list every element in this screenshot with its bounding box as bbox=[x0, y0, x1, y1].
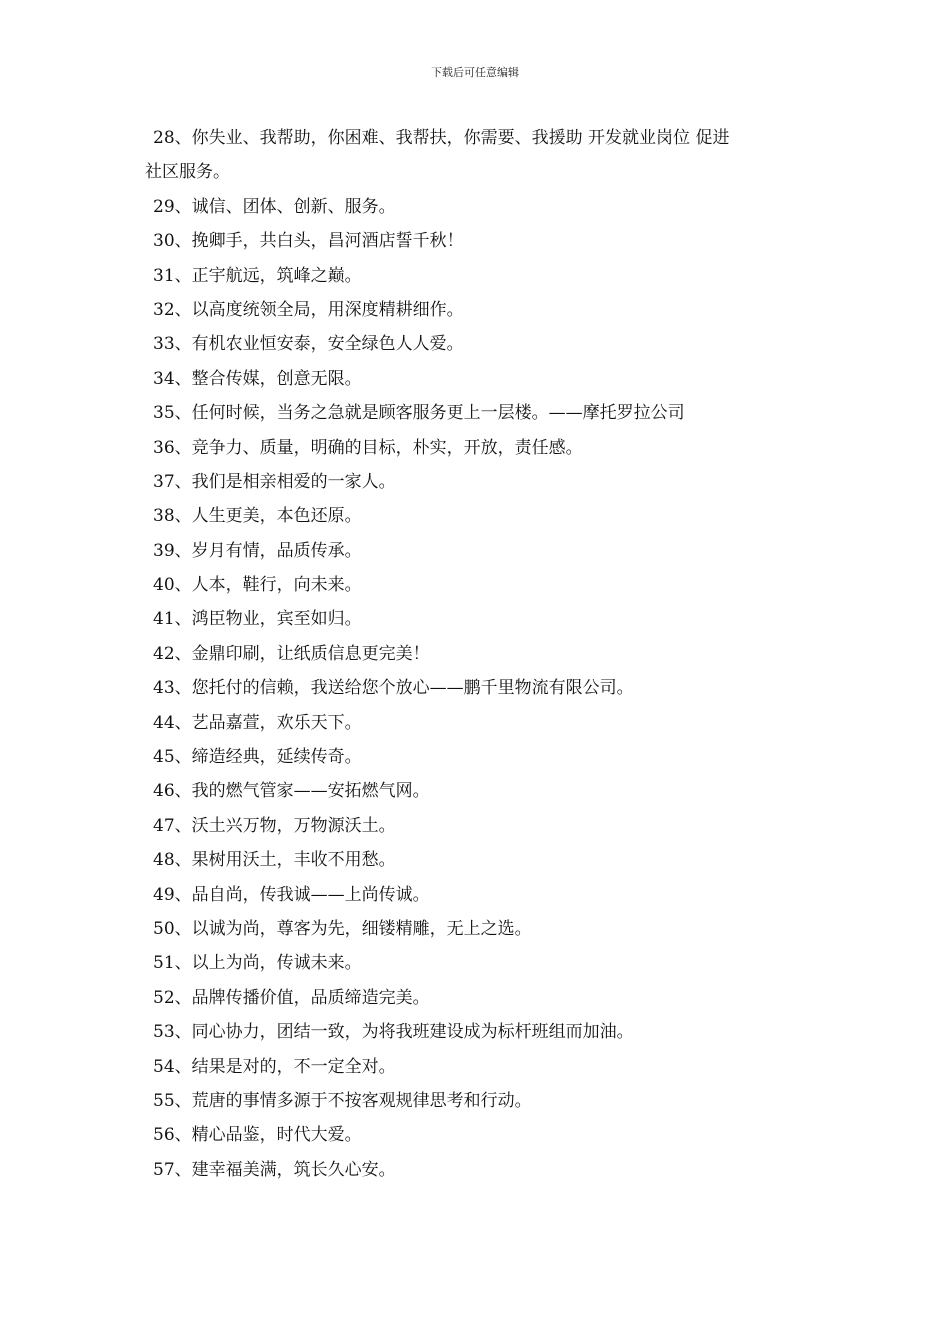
list-item: 29、诚信、团体、创新、服务。 bbox=[153, 196, 396, 217]
list-item: 36、竞争力、质量，明确的目标，朴实，开放，责任感。 bbox=[153, 437, 583, 458]
list-item: 35、任何时候，当务之急就是顾客服务更上一层楼。——摩托罗拉公司 bbox=[153, 403, 685, 424]
slogan-list bbox=[145, 121, 825, 1187]
list-item: 46、我的燃气管家——安拓燃气网。 bbox=[153, 781, 430, 802]
list-item: 49、品自尚，传我诚——上尚传诚。 bbox=[153, 884, 430, 905]
list-item: 40、人本，鞋行，向未来。 bbox=[153, 575, 362, 596]
list-item: 57、建幸福美满，筑长久心安。 bbox=[153, 1159, 396, 1180]
page-header: 下载后可任意编辑 bbox=[431, 66, 519, 79]
list-item: 28、你失业、我帮助，你困难、我帮扶，你需要、我援助 开发就业岗位 促进 bbox=[153, 128, 730, 148]
list-item: 41、鸿臣物业，宾至如归。 bbox=[153, 609, 362, 630]
list-item: 47、沃土兴万物，万物源沃土。 bbox=[153, 815, 396, 836]
list-item: 32、以高度统领全局，用深度精耕细作。 bbox=[153, 299, 464, 320]
list-item: 42、金鼎印刷，让纸质信息更完美！ bbox=[153, 643, 430, 664]
list-item: 45、缔造经典，延续传奇。 bbox=[153, 747, 362, 768]
list-item: 51、以上为尚，传诚未来。 bbox=[153, 953, 362, 974]
list-item: 52、品牌传播价值，品质缔造完美。 bbox=[153, 987, 430, 1008]
list-item: 56、精心品鉴，时代大爱。 bbox=[153, 1125, 362, 1146]
list-item-continuation: 社区服务。 bbox=[145, 162, 230, 183]
list-item: 44、艺品嘉萱，欢乐天下。 bbox=[153, 712, 362, 733]
list-item: 54、结果是对的，不一定全对。 bbox=[153, 1056, 396, 1077]
list-item: 48、果树用沃土，丰收不用愁。 bbox=[153, 850, 396, 871]
list-item: 53、同心协力，团结一致，为将我班建设成为标杆班组而加油。 bbox=[153, 1022, 634, 1043]
list-item: 43、您托付的信赖，我送给您个放心——鹏千里物流有限公司。 bbox=[153, 678, 634, 699]
list-item: 30、挽卿手，共白头，昌河酒店誓千秋！ bbox=[153, 231, 464, 252]
list-item: 39、岁月有情，品质传承。 bbox=[153, 540, 362, 561]
list-item: 37、我们是相亲相爱的一家人。 bbox=[153, 471, 396, 492]
list-item: 31、正宇航远，筑峰之巅。 bbox=[153, 265, 362, 286]
list-item: 55、荒唐的事情多源于不按客观规律思考和行动。 bbox=[153, 1090, 532, 1111]
list-item: 50、以诚为尚，尊客为先，细镂精雕，无上之选。 bbox=[153, 918, 532, 939]
list-item: 38、人生更美，本色还原。 bbox=[153, 506, 362, 527]
list-item: 34、整合传媒，创意无限。 bbox=[153, 368, 362, 389]
list-item: 33、有机农业恒安泰，安全绿色人人爱。 bbox=[153, 334, 464, 355]
